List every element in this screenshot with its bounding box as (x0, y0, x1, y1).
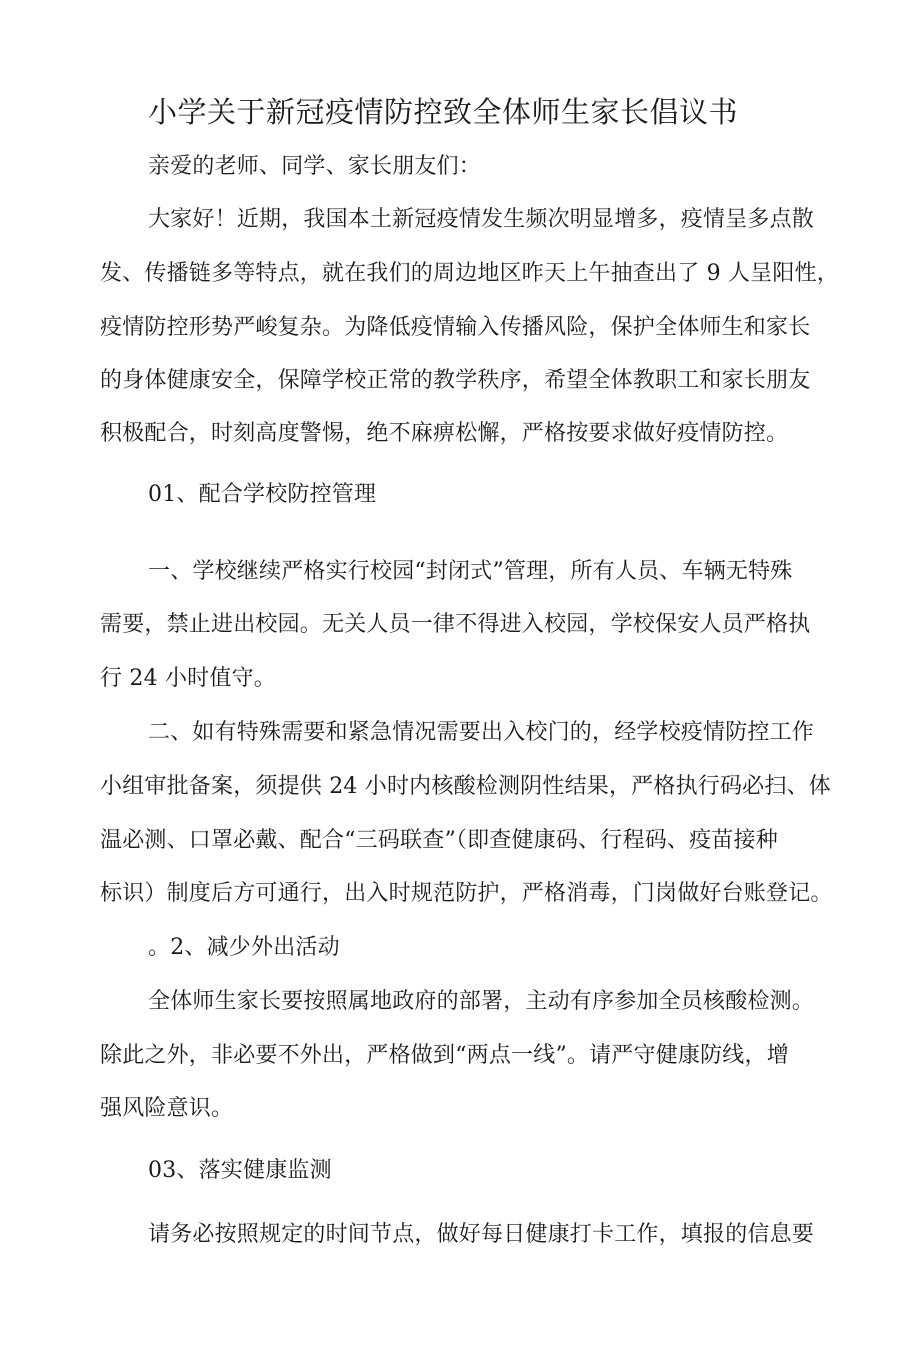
paragraph-line: 需要，禁止进出校园。无关人员一律不得进入校园，学校保安人员严格执 (100, 612, 811, 637)
paragraph-line: 除此之外，非必要不外出，严格做到“两点一线”。请严守健康防线，增 (100, 1043, 789, 1068)
section-heading-1: 01、配合学校防控管理 (148, 482, 377, 507)
paragraph-line: 一、学校继续严格实行校园“封闭式”管理，所有人员、车辆无特殊 (148, 559, 793, 584)
paragraph-line: 的身体健康安全，保障学校正常的教学秩序，希望全体教职工和家长朋友 (100, 368, 811, 393)
paragraph-line: 温必测、口罩必戴、配合“三码联查”（即查健康码、行程码、疫苗接种 (100, 828, 778, 853)
paragraph-line: 强风险意识。 (100, 1096, 234, 1121)
paragraph-line: 发、传播链多等特点，就在我们的周边地区昨天上午抽查出了 9 人呈阳性， (100, 261, 839, 286)
paragraph-line: 行 24 小时值守。 (100, 666, 276, 691)
paragraph-line: 疫情防控形势严峻复杂。为降低疫情输入传播风险，保护全体师生和家长 (100, 315, 811, 340)
paragraph-line: 积极配合，时刻高度警惕，绝不麻痹松懈，严格按要求做好疫情防控。 (100, 421, 789, 446)
section-heading-2: 。2、减少外出活动 (148, 935, 340, 960)
section-heading-3: 03、落实健康监测 (148, 1158, 332, 1183)
paragraph-line: 全体师生家长要按照属地政府的部署，主动有序参加全员核酸检测。 (148, 989, 815, 1014)
paragraph-line: 大家好！近期，我国本土新冠疫情发生频次明显增多，疫情呈多点散 (148, 207, 815, 232)
paragraph-line: 请务必按照规定的时间节点，做好每日健康打卡工作，填报的信息要 (148, 1222, 815, 1247)
greeting: 亲爱的老师、同学、家长朋友们： (148, 154, 482, 179)
document-title: 小学关于新冠疫情防控致全体师生家长倡议书 (148, 95, 739, 129)
paragraph-line: 二、如有特殊需要和紧急情况需要出入校门的，经学校疫情防控工作 (148, 720, 815, 745)
paragraph-line: 标识）制度后方可通行，出入时规范防护，严格消毒，门岗做好台账登记。 (100, 881, 833, 906)
paragraph-line: 小组审批备案，须提供 24 小时内核酸检测阴性结果，严格执行码必扫、体 (100, 774, 831, 799)
